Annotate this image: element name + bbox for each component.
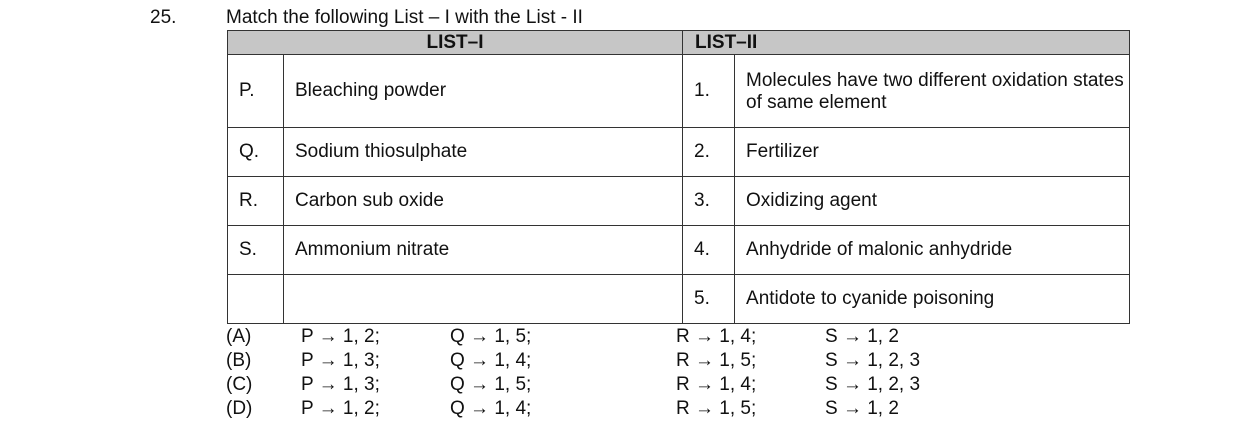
list-one-item — [284, 275, 683, 324]
list-one-item: Carbon sub oxide — [284, 177, 683, 226]
option-label: (A) — [226, 326, 252, 347]
list-one-code: Q. — [228, 128, 284, 177]
option-s-match: S → 1, 2, 3 — [825, 374, 921, 395]
question-text: Match the following List – I with the List - II — [226, 7, 583, 28]
list-two-description: Molecules have two different oxidation states of same element — [735, 55, 1130, 128]
option-label: (C) — [226, 374, 253, 395]
list-two-description: Anhydride of malonic anhydride — [735, 226, 1130, 275]
table-row — [228, 226, 1130, 275]
option-q-match: Q → 1, 5; — [450, 326, 532, 347]
table-row — [228, 177, 1130, 226]
option-p-match: P → 1, 3; — [301, 374, 380, 395]
table-row — [228, 128, 1130, 177]
list-one-item: Ammonium nitrate — [284, 226, 683, 275]
match-table — [227, 30, 1130, 324]
list-two-description: Fertilizer — [735, 128, 1130, 177]
table-row — [228, 275, 1130, 324]
list-one-item: Bleaching powder — [284, 55, 683, 128]
option-r-match: R → 1, 5; — [676, 398, 757, 419]
list-one-code — [228, 275, 284, 324]
list-two-description: Antidote to cyanide poisoning — [735, 275, 1130, 324]
question-number: 25. — [150, 7, 177, 28]
list-one-code: S. — [228, 226, 284, 275]
list-two-number: 2. — [683, 128, 735, 177]
option-s-match: S → 1, 2 — [825, 326, 899, 347]
option-r-match: R → 1, 4; — [676, 374, 757, 395]
list-one-header: LIST–I — [228, 31, 683, 55]
list-two-header: LIST–II — [683, 31, 1130, 55]
list-two-number: 1. — [683, 55, 735, 128]
option-q-match: Q → 1, 5; — [450, 374, 532, 395]
table-header-row — [228, 31, 1130, 55]
list-two-number: 5. — [683, 275, 735, 324]
list-one-code: P. — [228, 55, 284, 128]
table-row — [228, 55, 1130, 128]
option-label: (D) — [226, 398, 253, 419]
option-s-match: S → 1, 2 — [825, 398, 899, 419]
option-p-match: P → 1, 3; — [301, 350, 380, 371]
list-one-item: Sodium thiosulphate — [284, 128, 683, 177]
list-one-code: R. — [228, 177, 284, 226]
list-two-number: 3. — [683, 177, 735, 226]
list-two-number: 4. — [683, 226, 735, 275]
option-s-match: S → 1, 2, 3 — [825, 350, 921, 371]
list-two-description: Oxidizing agent — [735, 177, 1130, 226]
option-label: (B) — [226, 350, 252, 371]
option-r-match: R → 1, 4; — [676, 326, 757, 347]
option-p-match: P → 1, 2; — [301, 398, 380, 419]
option-p-match: P → 1, 2; — [301, 326, 380, 347]
option-q-match: Q → 1, 4; — [450, 350, 532, 371]
option-q-match: Q → 1, 4; — [450, 398, 532, 419]
option-r-match: R → 1, 5; — [676, 350, 757, 371]
